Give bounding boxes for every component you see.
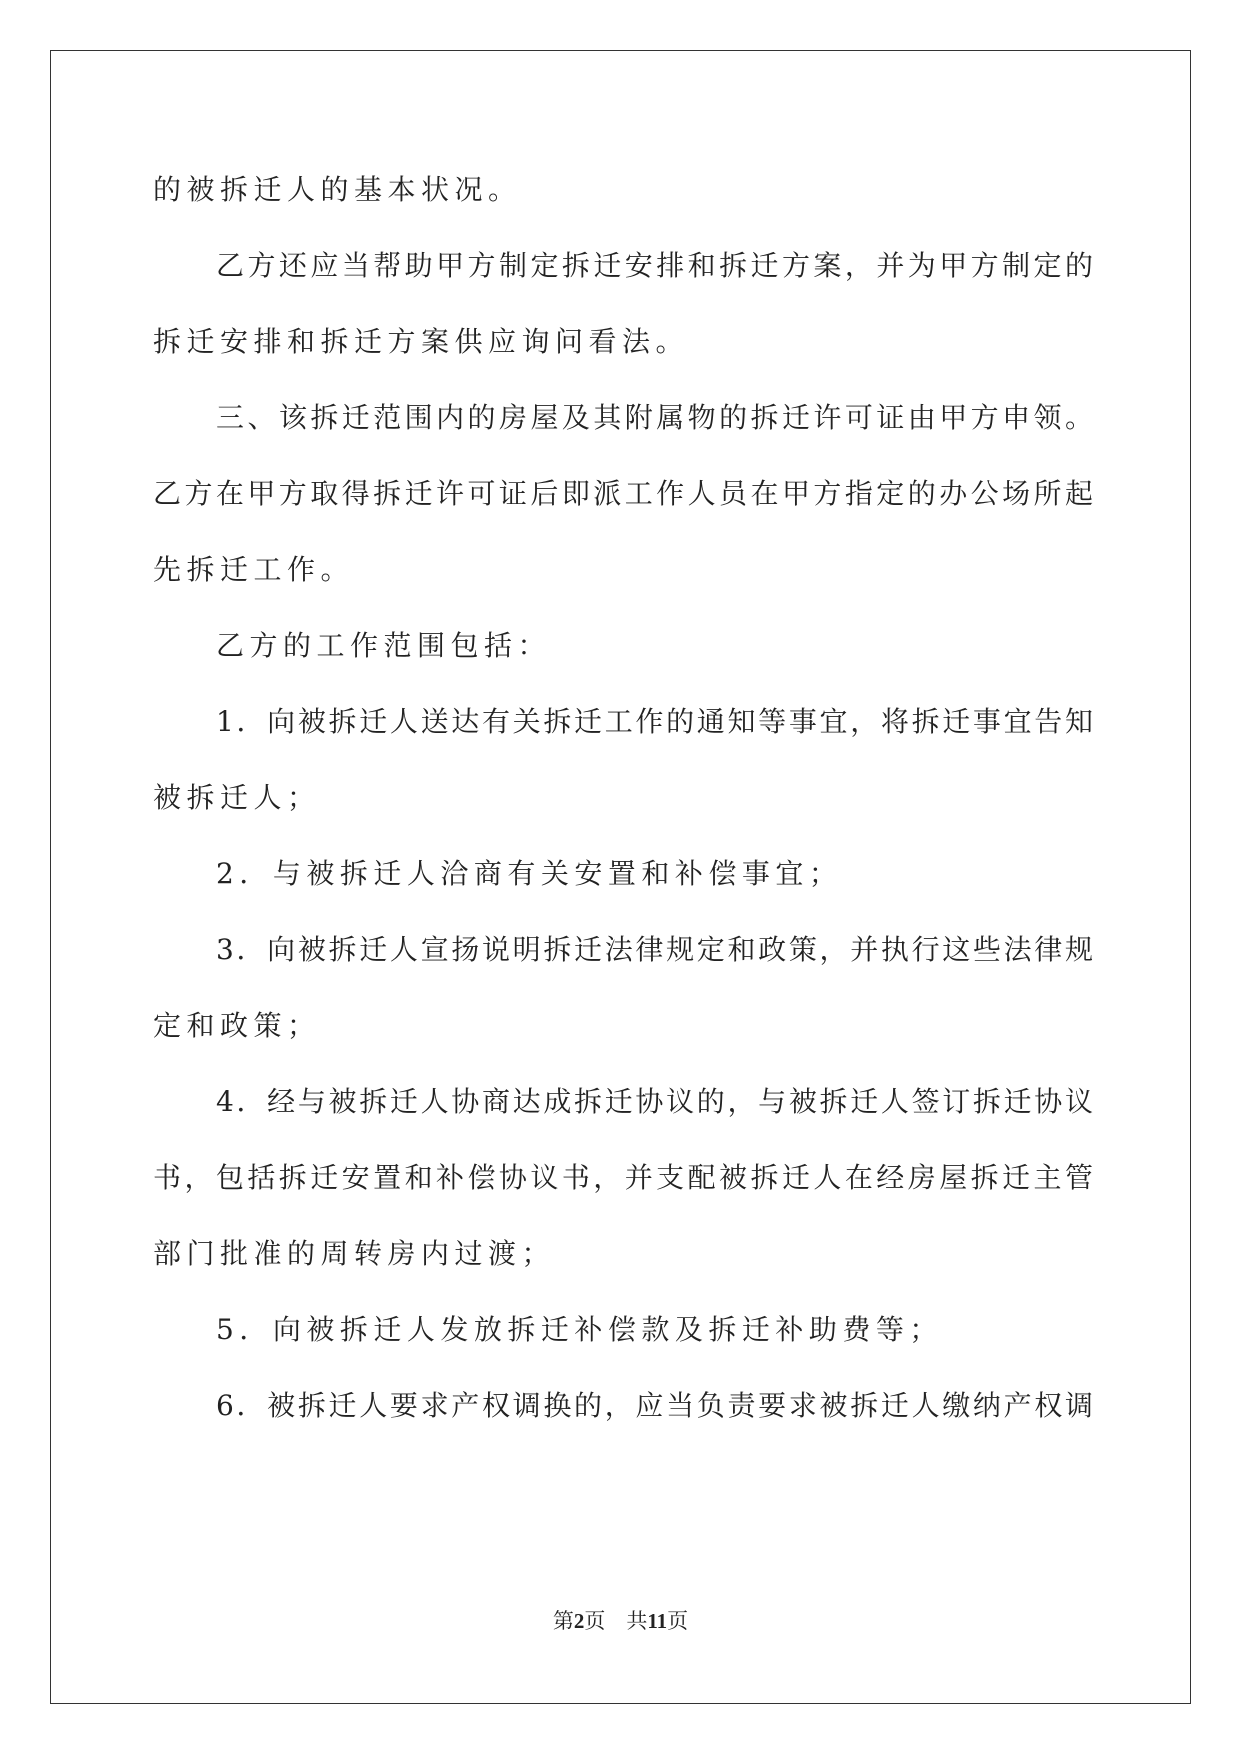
text-line: 的被拆迁人的基本状况。: [153, 173, 522, 206]
text-line: 3．向被拆迁人宣扬说明拆迁法律规定和政策，并执行这些法律规: [216, 933, 1093, 966]
footer-prefix: 第: [552, 1609, 574, 1633]
text-line: 乙方在甲方取得拆迁许可证后即派工作人员在甲方指定的办公场所起: [153, 477, 1093, 510]
page-number: 2: [573, 1609, 585, 1633]
text-line: 1．向被拆迁人送达有关拆迁工作的通知等事宜，将拆迁事宜告知: [216, 705, 1093, 738]
text-line: 乙方还应当帮助甲方制定拆迁安排和拆迁方案，并为甲方制定的: [216, 249, 1093, 282]
text-line: 定和政策；: [153, 1009, 321, 1042]
text-line: 部门批准的周转房内过渡；: [153, 1237, 556, 1270]
footer-suffix: 页: [667, 1609, 689, 1633]
text-line: 2．与被拆迁人洽商有关安置和补偿事宜；: [216, 857, 843, 890]
footer-middle: 页 共: [584, 1609, 648, 1633]
text-line: 6．被拆迁人要求产权调换的，应当负责要求被拆迁人缴纳产权调: [216, 1389, 1093, 1422]
text-line: 三、该拆迁范围内的房屋及其附属物的拆迁许可证由甲方申领。: [216, 401, 1093, 434]
text-line: 先拆迁工作。: [153, 553, 355, 586]
text-line: 拆迁安排和拆迁方案供应询问看法。: [153, 325, 690, 358]
text-line: 4．经与被拆迁人协商达成拆迁协议的，与被拆迁人签订拆迁协议: [216, 1085, 1093, 1118]
text-line: 乙方的工作范围包括：: [216, 629, 552, 662]
page-footer: [0, 1608, 1241, 1634]
text-line: 5．向被拆迁人发放拆迁补偿款及拆迁补助费等；: [216, 1313, 943, 1346]
total-pages: 11: [647, 1609, 668, 1633]
text-line: 书，包括拆迁安置和补偿协议书，并支配被拆迁人在经房屋拆迁主管: [153, 1161, 1093, 1194]
text-line: 被拆迁人；: [153, 781, 321, 814]
